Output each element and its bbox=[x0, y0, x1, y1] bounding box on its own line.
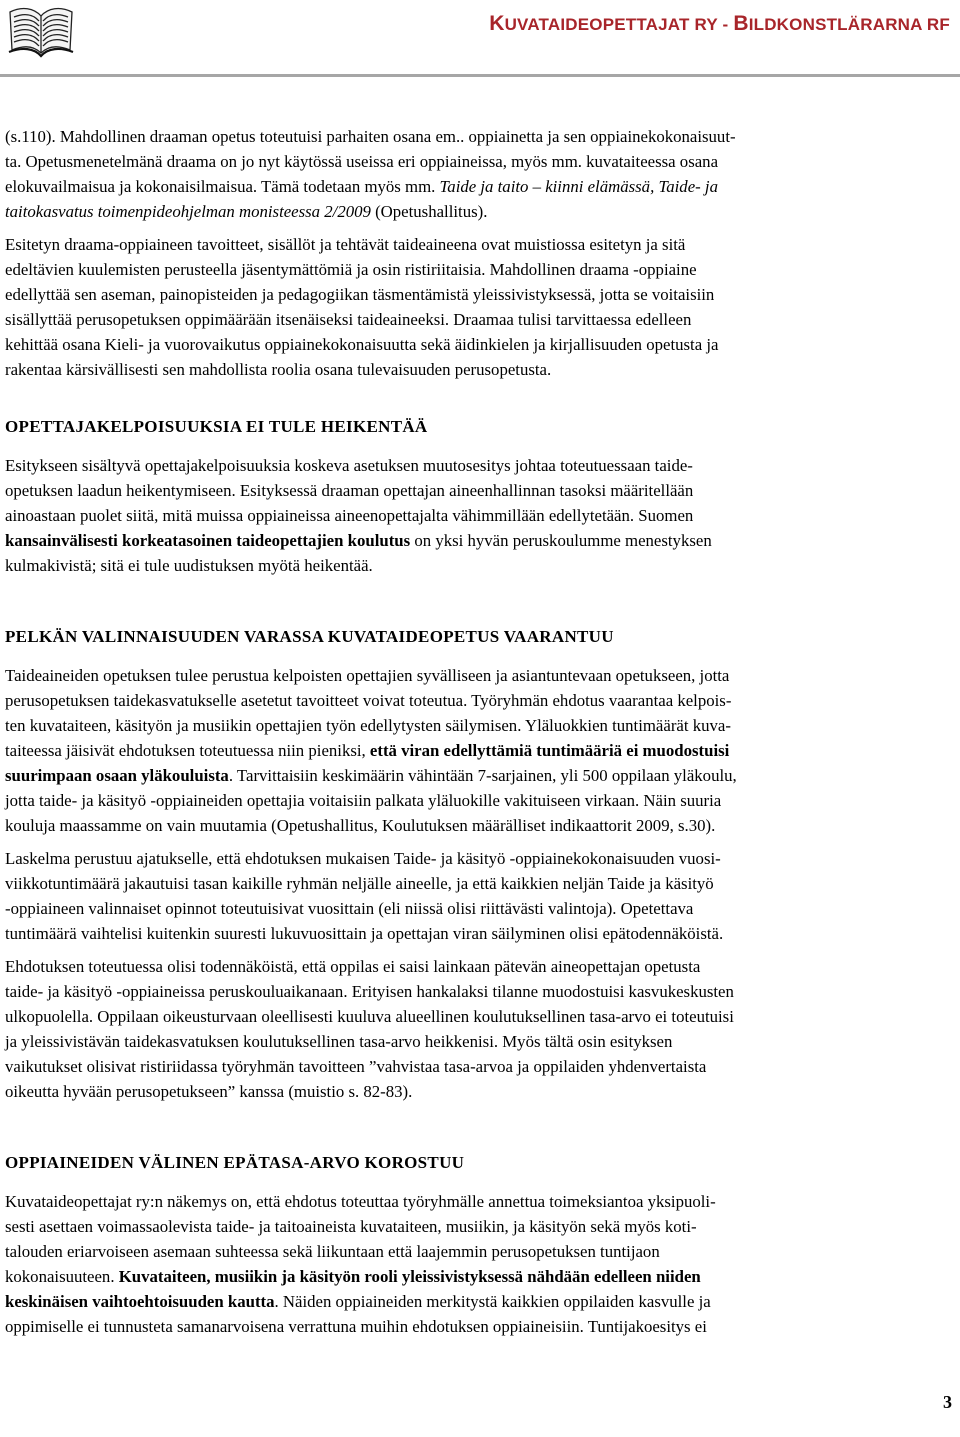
text-run: opetuksen laadun heikentymiseen. Esityksessä draaman opettajan aineenhallinnan tasoksi määritellään bbox=[5, 481, 694, 500]
text-run: perusopetuksen taidekasvatukselle asetetut tavoitteet voivat toteutua. Työryhmän ehdotus vaarantaa kelpois- bbox=[5, 691, 732, 710]
paragraph bbox=[5, 453, 945, 578]
text-run: . Tarvittaisiin keskimäärin vähintään 7-sarjainen, yli 500 oppilaan yläkoulu, bbox=[228, 766, 737, 785]
text-run: oikeutta hyvään perusopetukseen” kanssa (muistio s. 82-83). bbox=[5, 1082, 413, 1101]
header-title-part: K bbox=[489, 12, 505, 35]
section-heading: OPETTAJAKELPOISUUKSIA EI TULE HEIKENTÄÄ bbox=[5, 417, 428, 436]
text-run: ten kuvataiteen, käsityön ja musiikin opettajien työn edellytysten säilymisen. Yläluokkien tuntimäärät kuva- bbox=[5, 716, 731, 735]
paragraph bbox=[5, 232, 945, 382]
text-run: talouden eriarvoiseen asemaan suhteessa sekä liikuntaan että laajemmin perusopetuksen tuntijaon bbox=[5, 1242, 660, 1261]
text-run: (Opetushallitus). bbox=[370, 202, 488, 221]
text-run: rakentaa kärsivällisesti sen mahdollista roolia osana tulevaisuuden perusopetusta. bbox=[5, 360, 552, 379]
text-run: (s.110). Mahdollinen draaman opetus toteutuisi parhaiten osana em.. oppiainetta ja sen oppiainekokonaisuut- bbox=[5, 127, 736, 146]
text-run: kulmakivistä; sitä ei tule uudistuksen myötä heikentää. bbox=[5, 556, 373, 575]
header-title-part: UVATAIDEOPETTAJAT RY - bbox=[504, 15, 734, 34]
section-heading: PELKÄN VALINNAISUUDEN VARASSA KUVATAIDEOPETUS VAARANTUU bbox=[5, 627, 614, 646]
bold-text: suurimpaan osaan yläkouluista bbox=[5, 766, 229, 785]
italic-text: Taide ja taito – kiinni elämässä, Taide- ja bbox=[439, 177, 718, 196]
text-run: Ehdotuksen toteutuessa olisi todennäköistä, että oppilas ei saisi lainkaan pätevän aineopettajan opetusta bbox=[5, 957, 701, 976]
text-run: sisällyttää perusopetuksen oppimäärään itsenäiseksi taideaineeksi. Draamaa tulisi tarvittaessa edelleen bbox=[5, 310, 692, 329]
text-run: Kuvataideopettajat ry:n näkemys on, että ehdotus toteuttaa työryhmälle annettua toimeksiantoa yksipuoli- bbox=[5, 1192, 716, 1211]
text-run: kehittää osana Kieli- ja vuorovaikutus oppiainekokonaisuutta sekä äidinkielen ja kirjallisuuden opetusta ja bbox=[5, 335, 719, 354]
bold-text: että viran edellyttämiä tuntimääriä ei muodostuisi bbox=[369, 741, 730, 760]
bold-text: Kuvataiteen, musiikin ja käsityön rooli yleissivistyksessä nähdään edelleen niiden bbox=[118, 1267, 701, 1286]
text-run: tuntimäärä vaihtelisi kuitenkin suuresti lukuvuosittain ja opettajan viran säilyminen olisi epätodennäköistä. bbox=[5, 924, 724, 943]
text-run: taiteessa jäisivät ehdotuksen toteutuessa niin pieniksi, bbox=[5, 741, 370, 760]
paragraph bbox=[5, 846, 945, 946]
text-run: -oppiaineen valinnaiset opinnot toteutuisivat vuosittain (eli niissä olisi riittävästi valintoja). Opetettava bbox=[5, 899, 694, 918]
bold-text: kansainvälisesti korkeatasoinen taideopettajien koulutus bbox=[5, 531, 411, 550]
document-body bbox=[5, 124, 945, 1339]
paragraph bbox=[5, 1189, 945, 1339]
header-title bbox=[489, 12, 950, 36]
text-run: edeltävien kuulemisten perusteella jäsentymättömiä ja osin ristiriitaisia. Mahdollinen draama -oppiaine bbox=[5, 260, 697, 279]
text-run: ta. Opetusmenetelmänä draama on jo nyt käytössä useissa eri oppiaineissa, myös mm. kuvataiteessa osana bbox=[5, 152, 719, 171]
text-run: sesti asettaen voimassaolevista taide- ja taitoaineista kuvataiteen, musiikin, ja käsityön sekä myös koti- bbox=[5, 1217, 697, 1236]
page-number: 3 bbox=[943, 1392, 952, 1412]
text-run: Laskelma perustuu ajatukselle, että ehdotuksen mukaisen Taide- ja käsityö -oppiainekokonaisuuden vuosi- bbox=[5, 849, 721, 868]
text-run: vaikutukset olisivat ristiriidassa työryhmän tavoitteen ”vahvistaa tasa-arvoa ja oppilaiden yhdenvertaista bbox=[5, 1057, 707, 1076]
text-run: kouluja maassamme on vain muutamia (Opetushallitus, Koulutuksen määrälliset indikaattorit 2009, s.30). bbox=[5, 816, 716, 835]
italic-text: taitokasvatus toimenpideohjelman monisteessa 2/2009 bbox=[5, 202, 371, 221]
text-run: on yksi hyvän peruskoulumme menestyksen bbox=[410, 531, 712, 550]
text-run: edellyttää sen aseman, painopisteiden ja pedagogiikan täsmentämistä yleissivistyksessä, jotta se voitaisiin bbox=[5, 285, 715, 304]
header-title-part: ILDKONSTLÄRARNA RF bbox=[748, 15, 950, 34]
text-run: oppimiselle ei tunnusteta samanarvoisena verrattuna muihin ehdotuksen oppiaineisiin. Tuntijakoesitys ei bbox=[5, 1317, 707, 1336]
text-run: jotta taide- ja käsityö -oppiaineiden opettajia voitaisiin palkata yläluokille vakituiseen virkaan. Näin suuria bbox=[5, 791, 722, 810]
open-book-icon bbox=[6, 2, 76, 60]
text-run: . Näiden oppiaineiden merkitystä kaikkien oppilaiden kasvulle ja bbox=[274, 1292, 711, 1311]
text-run: ulkopuolella. Oppilaan oikeusturvaan oleellisesti kuuluva alueellinen koulutuksellinen tasa-arvo ei toteutuisi bbox=[5, 1007, 734, 1026]
section-heading: OPPIAINEIDEN VÄLINEN EPÄTASA-ARVO KOROSTUU bbox=[5, 1153, 465, 1172]
header-divider bbox=[0, 74, 960, 77]
header-title-part: B bbox=[733, 12, 749, 35]
text-run: taide- ja käsityö -oppiaineissa peruskouluaikanaan. Erityisen hankalaksi tilanne muodostuisi kasvukeskusten bbox=[5, 982, 734, 1001]
text-run: viikkotuntimäärä jakautuisi tasan kaikille ryhmän neljälle aineelle, ja että kaikkien neljän Taide ja käsityö bbox=[5, 874, 714, 893]
text-run: ainoastaan puolet siitä, mitä muissa oppiaineissa aineenopettajalta vähimmillään edellytetään. Suomen bbox=[5, 506, 694, 525]
paragraph bbox=[5, 663, 945, 838]
text-run: kokonaisuuteen. bbox=[5, 1267, 119, 1286]
text-run: Esitykseen sisältyvä opettajakelpoisuuksia koskeva asetuksen muutosesitys johtaa toteutuessaan taide- bbox=[5, 456, 693, 475]
text-run: Esitetyn draama-oppiaineen tavoitteet, sisällöt ja tehtävät taideaineena ovat muistiossa esitetyn ja sitä bbox=[5, 235, 686, 254]
text-run: ja yleissivistävän taidekasvatuksen koulutuksellinen tasa-arvo heikkenisi. Myös tältä osin esityksen bbox=[5, 1032, 673, 1051]
text-run: elokuvailmaisua ja kokonaisilmaisua. Tämä todetaan myös mm. bbox=[5, 177, 440, 196]
paragraph bbox=[5, 954, 945, 1104]
paragraph bbox=[5, 124, 945, 224]
bold-text: keskinäisen vaihtoehtoisuuden kautta bbox=[5, 1292, 275, 1311]
text-run: Taideaineiden opetuksen tulee perustua kelpoisten opettajien syvälliseen ja asiantuntevaan opetukseen, jotta bbox=[5, 666, 730, 685]
